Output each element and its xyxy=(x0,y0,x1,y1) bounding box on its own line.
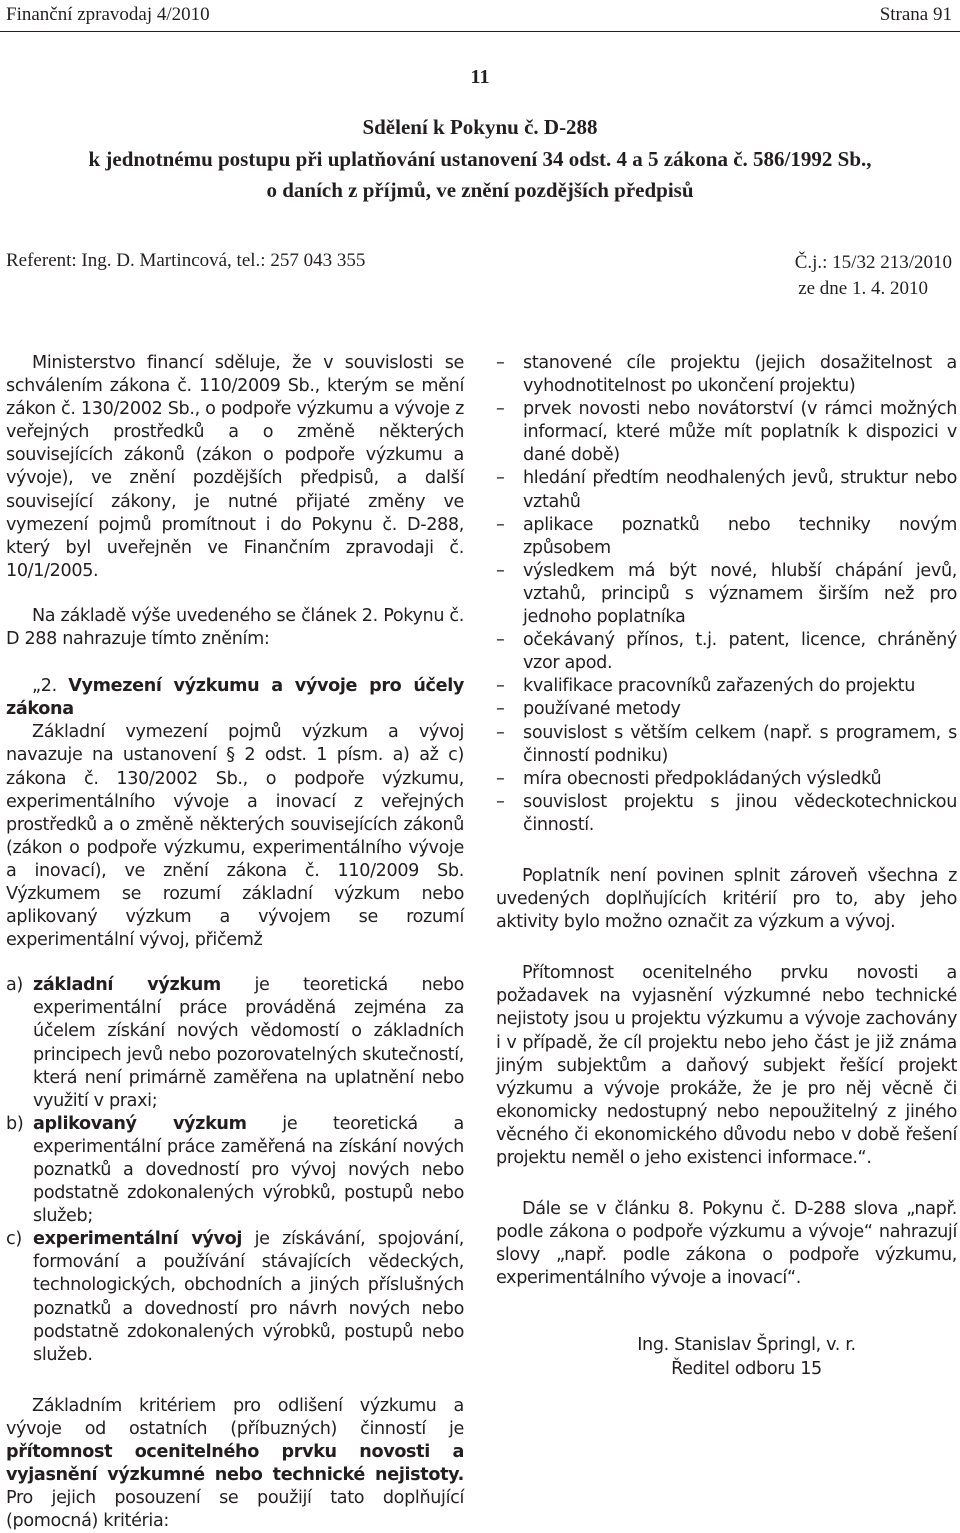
dash-marker: – xyxy=(496,630,505,651)
header-divider xyxy=(0,31,960,32)
criteria-item xyxy=(496,629,957,675)
reference-number-block xyxy=(795,250,952,302)
criteria-item-text: stanovené cíle projektu (jejich dosažitelnost a vyhodnotitelnost po ukončení projektu) xyxy=(523,353,957,397)
criteria-item-text: očekávaný přínos, t.j. patent, licence, chráněný vzor apod. xyxy=(523,630,957,674)
title-line-2: k jednotnému postupu při uplatňování ustanovení 34 odst. 4 a 5 zákona č. 586/1992 Sb., xyxy=(88,146,872,171)
article-number: 11 xyxy=(470,66,490,88)
criteria-item-text: používané metody xyxy=(523,699,681,720)
referent-info: Referent: Ing. D. Martincová, tel.: 257 043 355 xyxy=(6,250,366,271)
criteria-item xyxy=(496,768,957,791)
criteria-item-text: souvislost s větším celkem (např. s programem, s činností podniku) xyxy=(523,722,957,766)
paragraph-novelty: Přítomnost ocenitelného prvku novosti a požadavek na vyjasnění výzkumné nebo technické nejistoty jsou u projektu výzkumu a vývoje zachovány i v případě, že cíl projektu nebo jeho část je již známa jiným subjektům a daňový subjekt řešící projekt výzkumu a vývoje prokáže, že je pro něj věcně či ekonomicky nedostupný nebo nepoužitelný z jiného věcného či ekonomického důvodu nebo v době řešení projektu neměl o jeho existenci informace.“. xyxy=(496,963,957,1168)
dash-marker: – xyxy=(496,699,505,720)
right-column xyxy=(496,352,957,1381)
definition-text: je teoretická nebo experimentální práce prováděná zejména za účelem získání nových vědomostí o základních principech jevů nebo pozorovatelných skutečností, která není primárně zaměřena na uplatnění nebo využití v praxi; xyxy=(33,975,464,1111)
article-title xyxy=(0,112,960,207)
dash-marker: – xyxy=(496,676,505,697)
running-header-page: Strana 91 xyxy=(879,4,952,25)
criteria-paragraph xyxy=(6,1395,464,1533)
definition-list xyxy=(6,974,464,1367)
definition-marker: a) xyxy=(6,975,23,996)
criteria-item xyxy=(496,398,957,467)
definition-marker: b) xyxy=(6,1113,24,1134)
dash-marker: – xyxy=(496,514,505,535)
section-quote: „2. xyxy=(32,676,69,697)
title-line-1: Sdělení k Pokynu č. D-288 xyxy=(362,115,598,139)
criteria-item-text: aplikace poznatků nebo techniky novým způsobem xyxy=(523,514,957,558)
dash-marker: – xyxy=(496,722,505,743)
criteria-end: Pro jejich posouzení se použijí tato doplňující (pomocná) kritéria: xyxy=(6,1488,464,1532)
section-heading-text: Vymezení výzkumu a vývoje pro účely zákona xyxy=(6,676,464,720)
criteria-item-text: míra obecnosti předpokládaných výsledků xyxy=(523,768,882,789)
definition-item xyxy=(6,974,464,1113)
signature-name: Ing. Stanislav Špringl, v. r. xyxy=(637,1335,856,1356)
dash-marker: – xyxy=(496,560,505,581)
dash-marker: – xyxy=(496,353,505,373)
criteria-item-text: kvalifikace pracovníků zařazených do projektu xyxy=(523,676,916,697)
criteria-list xyxy=(496,352,957,837)
replacement-paragraph: Na základě výše uvedeného se článek 2. Pokynu č. D 288 nahrazuje tímto zněním: xyxy=(6,605,464,650)
definition-text: je získávání, spojování, formování a používání stávajících vědeckých, technologických, obchodních a jiných příslušných poznatků a dovedností pro návrh nových nebo podstatně zdokonalených výrobků, postupů nebo služeb. xyxy=(33,1229,464,1365)
section-heading xyxy=(6,675,464,721)
dash-marker: – xyxy=(496,768,505,789)
criteria-item-text: prvek novosti nebo novátorství (v rámci možných informací, které může mít poplatník k dispozici v dané době) xyxy=(523,399,957,466)
criteria-item-text: souvislost projektu s jinou vědeckotechnickou činností. xyxy=(523,791,957,835)
reference-number: Č.j.: 15/32 213/2010 xyxy=(794,252,952,273)
section-body: Základní vymezení pojmů výzkum a vývoj navazuje na ustanovení § 2 odst. 1 písm. a) až c) zákona č. 130/2002 Sb., o podpoře výzkumu, experimentálního vývoje a inovací z veřejných prostředků a o změně některých souvisejících zákonů (zákon o podpoře výzkumu, experimentálního vývoje a inovací), ve znění zákona č. 110/2009 Sb. Výzkumem se rozumí základní výzkum nebo aplikovaný výzkum a vývojem se rozumí experimentální vývoj, přičemž xyxy=(6,722,464,951)
definition-item xyxy=(6,1228,464,1367)
criteria-item xyxy=(496,675,957,698)
criteria-item xyxy=(496,514,957,560)
criteria-item xyxy=(496,698,957,721)
reference-date: ze dne 1. 4. 2010 xyxy=(798,278,928,299)
criteria-item-text: hledání předtím neodhalených jevů, struktur nebo vztahů xyxy=(523,468,957,512)
dash-marker: – xyxy=(496,791,505,812)
criteria-item xyxy=(496,722,957,768)
definition-term: experimentální vývoj xyxy=(33,1229,243,1250)
definition-term: základní výzkum xyxy=(33,975,221,996)
definition-term: aplikovaný výzkum xyxy=(33,1113,247,1134)
criteria-item xyxy=(496,791,957,837)
paragraph-not-obliged: Poplatník není povinen splnit zároveň všechna z uvedených doplňujících kritérií pro to, aby jeho aktivity bylo možno označit za výzkum a vývoj. xyxy=(496,865,957,933)
paragraph-article-8: Dále se v článku 8. Pokynu č. D-288 slova „např. podle zákona o podpoře výzkumu a vývoje“ nahrazují slovy „např. podle zákona o podpoře výzkumu, experimentálního vývoje a inovací“. xyxy=(496,1199,957,1289)
definition-text: je teoretická a experimentální práce zaměřená na získání nových poznatků a dovedností pro vývoj nových nebo podstatně zdokonalených výrobků, postupů nebo služeb; xyxy=(33,1113,464,1227)
criteria-item xyxy=(496,467,957,513)
criteria-item-text: výsledkem má být nové, hlubší chápání jevů, vztahů, principů s významem širším než pro jednoho poplatníka xyxy=(523,560,957,628)
title-line-3: o daních z příjmů, ve znění pozdějších předpisů xyxy=(266,178,694,202)
definition-item xyxy=(6,1113,464,1228)
dash-marker: – xyxy=(496,399,505,420)
signature-title: Ředitel odboru 15 xyxy=(671,1358,822,1379)
criteria-start: Základním kritériem pro odlišení výzkumu a vývoje od ostatních (příbuzných) činností je xyxy=(6,1395,464,1439)
criteria-item xyxy=(496,560,957,629)
definition-marker: c) xyxy=(6,1229,22,1250)
criteria-item xyxy=(496,352,957,398)
left-column xyxy=(6,352,464,1533)
running-header-title: Finanční zpravodaj 4/2010 xyxy=(6,4,210,25)
signature-block xyxy=(496,1334,957,1381)
criteria-bold: přítomnost ocenitelného prvku novosti a vyjasnění výzkumné nebo technické nejistoty. xyxy=(6,1442,464,1486)
dash-marker: – xyxy=(496,468,505,489)
intro-paragraph: Ministerstvo financí sděluje, že v souvislosti se schválením zákona č. 110/2009 Sb., kterým se mění zákon č. 130/2002 Sb., o podpoře výzkumu a vývoje z veřejných prostředků a o změně některých souvisejících zákonů (zákon o podpoře výzkumu a vývoje), ve znění pozdějších předpisů, a další související zákony, je nutné přijaté změny ve vymezení pojmů promítnout i do Pokynu č. D-288, který byl uveřejněn ve Finančním zpravodaji č. 10/1/2005. xyxy=(6,353,464,581)
